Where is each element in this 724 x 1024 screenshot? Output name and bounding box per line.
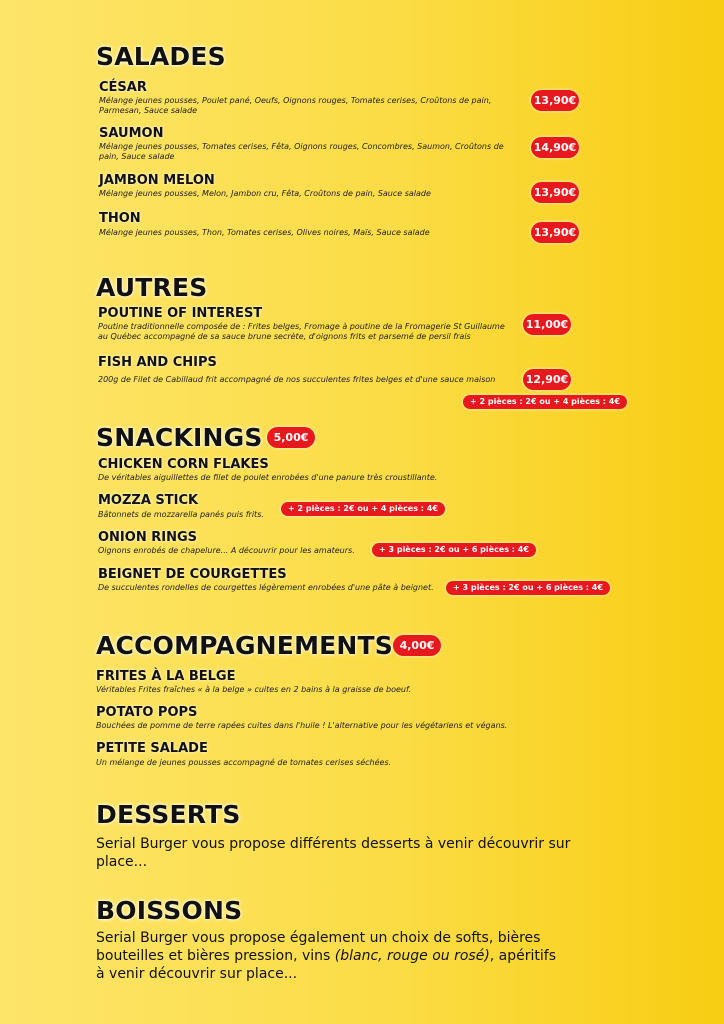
item-name-saumon: SAUMON <box>99 126 164 141</box>
section-title-salades: SALADES <box>96 42 226 71</box>
price-badge-jambon-melon: 13,90€ <box>531 182 579 203</box>
item-name-beignet-de-courgettes: BEIGNET DE COURGETTES <box>98 567 287 582</box>
item-name-mozza-stick: MOZZA STICK <box>98 493 199 508</box>
desserts-text: Serial Burger vous propose différents desserts à venir découvrir sur place... <box>96 836 571 870</box>
item-desc-mozza-stick: Bâtonnets de mozzarella panés puis frits. <box>98 510 264 519</box>
extra-badge-fish-and-chips: + 2 pièces : 2€ ou + 4 pièces : 4€ <box>463 395 627 409</box>
section-title-boissons: BOISSONS <box>96 896 243 925</box>
section-title-autres: AUTRES <box>96 273 208 302</box>
price-badge-saumon: 14,90€ <box>531 137 579 158</box>
item-desc-saumon: Mélange jeunes pousses, Tomates cerises, Fêta, Oignons rouges, Concombres, Saumon, Croûtons de pain, Sauce salade <box>99 142 504 161</box>
extra-badge-beignet-de-courgettes: + 3 pièces : 2€ ou + 6 pièces : 4€ <box>446 581 610 595</box>
item-name-poutine: POUTINE OF INTEREST <box>98 306 263 321</box>
price-badge-poutine: 11,00€ <box>523 314 571 335</box>
item-name-frites-a-la-belge: FRITES À LA BELGE <box>96 669 236 684</box>
item-desc-beignet-de-courgettes: De succulentes rondelles de courgettes légèrement enrobées d'une pâte à beignet. <box>98 583 434 592</box>
price-badge-fish-and-chips: 12,90€ <box>523 369 571 390</box>
item-name-chicken-corn-flakes: CHICKEN CORN FLAKES <box>98 457 269 472</box>
item-desc-frites-a-la-belge: Véritables Frites fraîches « à la belge » cuites en 2 bains à la graisse de boeuf. <box>96 685 412 694</box>
boissons-text: Serial Burger vous propose également un choix de softs, bières bouteilles et bières pression, vins (blanc, rouge ou rosé), apéritifs à venir découvrir sur place... <box>96 930 557 982</box>
item-desc-poutine: Poutine traditionnelle composée de : Frites belges, Fromage à poutine de la Fromagerie St Guillaume au Québec accompagné de sa sauce brune secrète, d'oignons frits et parsemé de persil frais <box>98 322 505 341</box>
item-name-petite-salade: PETITE SALADE <box>96 741 208 756</box>
item-name-fish-and-chips: FISH AND CHIPS <box>98 355 217 370</box>
item-desc-fish-and-chips: 200g de Filet de Cabillaud frit accompagné de nos succulentes frites belges et d'une sauce maison <box>98 375 496 384</box>
item-desc-cesar: Mélange jeunes pousses, Poulet pané, Oeufs, Oignons rouges, Tomates cerises, Croûtons de pain, Parmesan, Sauce salade <box>99 96 492 115</box>
price-badge-cesar: 13,90€ <box>531 90 579 111</box>
price-badge-snackings: 5,00€ <box>267 427 315 448</box>
price-badge-thon: 13,90€ <box>531 222 579 243</box>
item-desc-thon: Mélange jeunes pousses, Thon, Tomates cerises, Olives noires, Maïs, Sauce salade <box>99 228 430 237</box>
item-name-cesar: CÉSAR <box>99 80 147 95</box>
item-name-onion-rings: ONION RINGS <box>98 530 197 545</box>
section-title-accompagnements: ACCOMPAGNEMENTS <box>96 631 394 660</box>
item-desc-potato-pops: Bouchées de pomme de terre rapées cuites dans l'huile ! L'alternative pour les végétariens et végans. <box>96 721 508 730</box>
item-name-thon: THON <box>99 211 141 226</box>
section-title-desserts: DESSERTS <box>96 800 241 829</box>
item-desc-jambon-melon: Mélange jeunes pousses, Melon, Jambon cru, Fêta, Croûtons de pain, Sauce salade <box>99 189 431 198</box>
item-desc-chicken-corn-flakes: De véritables aiguillettes de filet de poulet enrobées d'une panure très croustillante. <box>98 473 438 482</box>
price-badge-accompagnements: 4,00€ <box>393 635 441 656</box>
item-desc-onion-rings: Oignons enrobés de chapelure... A découvrir pour les amateurs. <box>98 546 355 555</box>
extra-badge-mozza-stick: + 2 pièces : 2€ ou + 4 pièces : 4€ <box>281 502 445 516</box>
item-name-jambon-melon: JAMBON MELON <box>99 173 215 188</box>
item-desc-petite-salade: Un mélange de jeunes pousses accompagné de tomates cerises séchées. <box>96 758 392 767</box>
section-title-snackings: SNACKINGS <box>96 423 263 452</box>
extra-badge-onion-rings: + 3 pièces : 2€ ou + 6 pièces : 4€ <box>372 543 536 557</box>
item-name-potato-pops: POTATO POPS <box>96 705 198 720</box>
